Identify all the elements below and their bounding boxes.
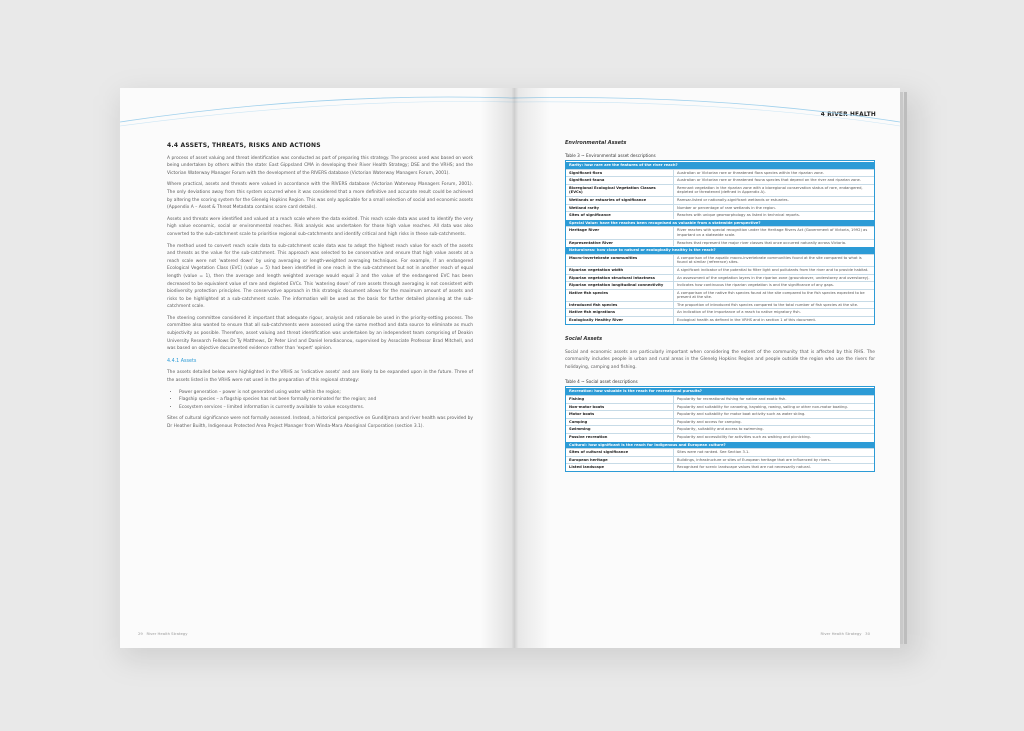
table-group-header: Rarity: how rare are the features of the river reach?	[566, 161, 874, 169]
asset-name-cell: Riparian vegetation longitudinal connectivity	[566, 282, 674, 289]
bullet-item: • Flagship species – a flagship species has not been formally nominated for the region; and	[179, 396, 473, 404]
social-asset-table	[565, 386, 875, 472]
asset-name-cell: European heritage	[566, 457, 674, 464]
asset-description-cell: Reaches with unique geomorphology as listed in technical reports.	[677, 213, 800, 218]
bullet-item: • Ecosystem services – limited information is currently available to value ecosystems.	[179, 404, 473, 412]
table-row	[566, 184, 874, 196]
table-row	[566, 301, 874, 309]
table-row	[566, 226, 874, 238]
table-row	[566, 425, 874, 433]
asset-name-cell: Introduced fish species	[566, 302, 674, 309]
asset-description-cell: Australian or Victorian rare or threatened fauna species that depend on the river and riparian zone.	[677, 178, 861, 183]
asset-name-cell: Wetland rarity	[566, 205, 674, 212]
table-group-header: Special Value: have the reaches been recognised as valuable from a statewide perspective?	[566, 219, 874, 227]
closing-paragraph: Sites of cultural significance were not formally assessed. Instead, a historical perspective on Gunditjmara and river health was provided by Dr Heather Builth, Indigenous Protected Area Project Manager from Winda-Mara Aboriginal Corporation (section 3.1).	[167, 416, 473, 429]
asset-description-cell: The proportion of introduced fish species compared to the total number of fish species at the site.	[677, 302, 859, 307]
asset-name-cell: Significant flora	[566, 170, 674, 177]
assets-intro: The assets detailed below were highlighted in the VRHS as 'indicative assets' and are likely to be expanded upon in the future. Three of the assets listed in the VRHS were not used in the preparation of this regional strategy:	[167, 370, 473, 384]
left-footer	[138, 631, 187, 636]
asset-name-cell: Heritage River	[566, 227, 674, 238]
table-row	[566, 176, 874, 184]
right-footer	[821, 631, 870, 636]
asset-description-cell: An indication of the importance of a reach to native migratory fish.	[677, 310, 801, 315]
table-row	[566, 316, 874, 324]
footer-title: River Health Strategy	[820, 631, 862, 636]
table-row	[566, 463, 874, 471]
asset-name-cell: Motor boats	[566, 411, 674, 418]
right-page	[513, 88, 900, 648]
page-stack-edge	[900, 92, 903, 644]
asset-description-cell: A significant indicator of the potential to filter light and pollutants from the river and to provide habitat.	[677, 267, 869, 272]
bullet-item: • Power generation – power is not generated using water within the region;	[179, 389, 473, 397]
body-paragraph: Where practical, assets and threats were valued in accordance with the RIVERS database (Victorian Waterway Managers Forum, 2001). The only deviations away from this system occurred when it was considered that a more definitive and accurate result could be achieved by altering the scoring system for the Glenelg Hopkins Region. This was only applicable for a small selection of social and economic assets (Appendix A – Asset & Threat Metadata contains score card details).	[167, 182, 473, 211]
asset-name-cell: Fishing	[566, 396, 674, 403]
table-group-header: Naturalness: how close to natural or ecologically healthy is the reach?	[566, 246, 874, 254]
chapter-title: 4 RIVER HEALTH	[820, 112, 876, 118]
asset-description-cell: Remnant vegetation in the riparian zone with a bioregional conservation status of rare, endangered, depleted or threatened (defined in Appendix A).	[677, 185, 863, 195]
asset-description-cell: Popularity and accessibility for activities such as walking and picnicking.	[677, 435, 811, 439]
asset-description-cell: Buildings, infrastructure or sites of European heritage that are influenced by rivers.	[677, 457, 831, 462]
body-paragraph: The method used to convert reach scale data to sub-catchment scale data was to adopt the highest reach value for each of the assets and threats as the value for the sub-catchment. This approach was selected to be conservative and ensure that high value assets at a reach scale were not 'watered down' by using averaging or length-weighted averaging techniques. For example, if an endangered Ecological Vegetation Class (EVC) (value = 5) had been identified in one reach in the sub-catchment but not in another reach of equal length (value = 1), then the average and length weighted average would equal 3 and the value of the endangered EVC has been decreased to be equivalent value of rare and depleted EVCs. This 'watering down' of rare assets through averaging is not consistent with biodiversity protection principles. The conservative approach in this strategic document allows for the maximum amount of assets and risks to be highlighted at a sub-catchment scale. The information will be used as the basis for further detailed planning at the sub-catchment scale.	[167, 243, 473, 310]
table-row	[566, 395, 874, 403]
table-row	[566, 403, 874, 411]
table4-caption: Table 4 ~ Social asset descriptions	[565, 379, 638, 385]
asset-name-cell: Camping	[566, 419, 674, 426]
table-row	[566, 418, 874, 426]
asset-description-cell: Reaches that represent the major river classes that once occurred naturally across Victoria.	[677, 240, 847, 245]
asset-description-cell: A comparison of the aquatic macro-invertebrate communities found at the site compared to what is found at similar (reference) sites.	[677, 255, 862, 265]
asset-description-cell: Recognised for scenic landscape values that are not necessarily natural.	[677, 465, 811, 470]
asset-name-cell: Wetlands or estuaries of significance	[566, 197, 674, 204]
right-page-body	[565, 140, 875, 472]
table-row	[566, 169, 874, 177]
asset-name-cell: Non-motor boats	[566, 404, 674, 411]
table-row	[566, 204, 874, 212]
asset-name-cell: Passive recreation	[566, 434, 674, 441]
table-row	[566, 254, 874, 266]
section-heading: 4.4 ASSETS, THREATS, RISKS AND ACTIONS	[167, 142, 321, 149]
table-row	[566, 433, 874, 441]
left-page-body	[167, 142, 473, 435]
table-group-header: Recreation: how valuable is the reach for recreational pursuits?	[566, 387, 874, 395]
asset-description-cell: Popularity and suitability for motor boat activity such as water skiing.	[677, 412, 806, 417]
asset-description-cell: Australian or Victorian rare or threatened flora species within the riparian zone.	[677, 170, 824, 175]
asset-name-cell: Sites of cultural significance	[566, 449, 674, 456]
asset-description-cell: A comparison of the native fish species found at the site compared to the fish species expected to be present at the site.	[677, 290, 865, 300]
social-assets-heading: Social Assets	[565, 335, 603, 342]
table-row	[566, 196, 874, 204]
table-row	[566, 266, 874, 274]
asset-description-cell: Ramsar-listed or nationally-significant wetlands or estuaries.	[677, 197, 789, 202]
table-row	[566, 456, 874, 464]
table-row	[566, 211, 874, 219]
asset-description-cell: Number or percentage of rare wetlands in the region.	[677, 205, 776, 210]
table-row	[566, 410, 874, 418]
page-number: 29	[138, 631, 143, 636]
body-paragraph: The steering committee considered it important that adequate rigour, analysis and rationale be used in the priority-setting process. The committee also wanted to ensure that all sub-catchments were assessed using the same method and data source to eliminate as much subjectivity as possible. Therefore, asset valuing and threat identification was undertaken by an independent team comprising of Deakin University Research Fellows Dr Ty Matthews, Dr Peter Lind and Daniel Ierodiaconou, supervised by Associate Professor Brad Mitchell, and was based on objective documented evidence rather than 'expert' opinion.	[167, 315, 473, 352]
page-stack-edge-2	[904, 92, 907, 644]
left-page	[120, 88, 513, 648]
social-paragraph: Social and economic assets are particularly important when considering the extent of the community that is affected by this RHS. The community includes people in urban and rural areas in the Glenelg Hopkins Region and people outside the region who use the rivers for holidaying, camping and fishing.	[565, 349, 875, 370]
body-paragraphs	[167, 155, 473, 353]
page-number: 30	[865, 631, 870, 636]
asset-name-cell: Representative River	[566, 240, 674, 247]
asset-name-cell: Ecologically Healthy River	[566, 317, 674, 324]
environmental-assets-heading: Environmental Assets	[565, 140, 627, 146]
asset-description-cell: Popularity and suitability for canoeing, kayaking, rowing, sailing or other non-motor boating.	[677, 404, 848, 409]
asset-name-cell: Native fish species	[566, 290, 674, 301]
asset-description-cell: Ecological health as defined in the VRHS and in section 1 of this document.	[677, 318, 817, 323]
asset-description-cell: Popularity and access for camping.	[677, 419, 742, 424]
table-row	[566, 239, 874, 247]
asset-description-cell: Popularity, suitability and access to swimming.	[677, 427, 764, 432]
asset-name-cell: Significant fauna	[566, 177, 674, 184]
table-row	[566, 308, 874, 316]
assets-bullet-list	[167, 389, 473, 412]
table3-caption: Table 3 ~ Environmental asset descriptions	[565, 153, 656, 158]
asset-name-cell: Native fish migrations	[566, 309, 674, 316]
table-row	[566, 289, 874, 301]
table-group-header: Cultural: how significant is the reach for Indigenous and European culture?	[566, 441, 874, 449]
asset-description-cell: River reaches with special recognition under the Heritage Rivers Act (Government of Victoria, 1992) as important on a statewide scale.	[677, 228, 868, 237]
body-paragraph: A process of asset valuing and threat identification was conducted as part of preparing this strategy. The process used was based on work being undertaken by others within the state: East Gippsland CMA in developing their River Health Strategy; DSE and the VRHS; and the Victorian Waterway Manager Forum with the development of the RIVERS database (Victorian Waterway Managers Forum, 2001).	[167, 155, 473, 176]
footer-title: River Health Strategy	[146, 631, 188, 636]
asset-name-cell: Macro-invertebrate communities	[566, 255, 674, 266]
asset-description-cell: Popularity for recreational fishing for native and exotic fish.	[677, 397, 787, 402]
asset-name-cell: Sites of significance	[566, 212, 674, 219]
asset-description-cell: Indicates how continuous the riparian vegetation is and the significance of any gaps.	[677, 283, 835, 288]
table-row	[566, 448, 874, 456]
environmental-asset-table	[565, 160, 875, 325]
asset-description-cell: An assessment of the vegetation layers in the riparian zone (groundcover, understorey and overstorey).	[677, 275, 870, 280]
table-row	[566, 281, 874, 289]
asset-name-cell: Swimming	[566, 426, 674, 433]
table-row	[566, 274, 874, 282]
asset-name-cell: Bioregional Ecological Vegetation Classes (EVCs)	[566, 185, 674, 196]
asset-name-cell: Riparian vegetation width	[566, 267, 674, 274]
subsection-heading: 4.4.1 Assets	[167, 358, 197, 364]
body-paragraph: Assets and threats were identified and valued at a reach scale where the data existed. This reach scale data was used to identify the very high value economic, social or environmental reaches. Risk analysis was undertaken for those high value reaches. All data was also converted to the sub-catchment scale to prioritise regional sub-catchments and identify critical and high risks in these sub-catchments.	[167, 216, 473, 237]
asset-name-cell: Listed landscape	[566, 464, 674, 471]
asset-name-cell: Riparian vegetation structural intactness	[566, 275, 674, 282]
asset-description-cell: Sites were not ranked. See Section 3.1.	[677, 450, 750, 455]
